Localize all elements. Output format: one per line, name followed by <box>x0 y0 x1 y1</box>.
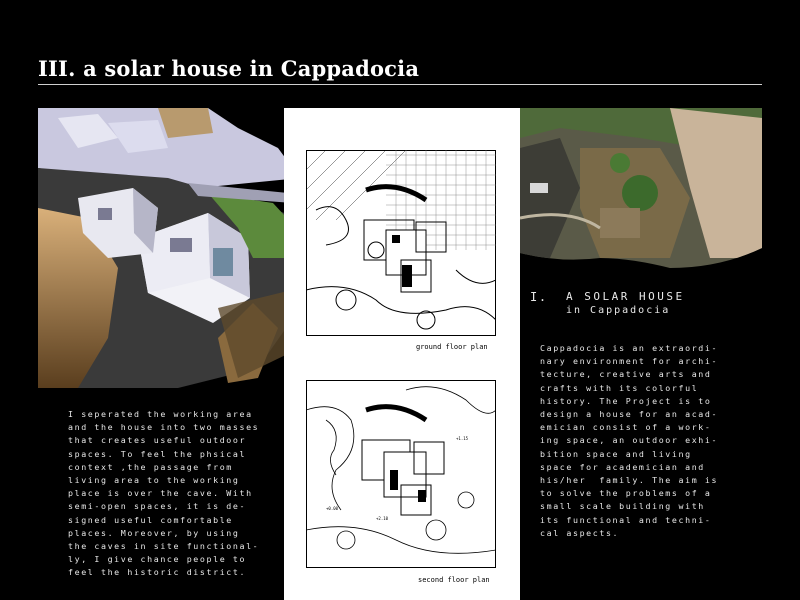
ground-floor-plan-drawing <box>306 150 496 336</box>
site-aerial-photo <box>520 108 762 278</box>
second-floor-plan-drawing <box>306 380 496 568</box>
house-render-image <box>38 108 300 388</box>
second-floor-plan-caption: second floor plan <box>418 576 490 584</box>
section-heading: A SOLAR HOUSE <box>566 290 685 303</box>
floor-plans-panel <box>284 108 520 600</box>
title-divider <box>38 84 762 85</box>
page-title: III. a solar house in Cappadocia <box>38 56 420 81</box>
section-number: I. <box>530 290 548 304</box>
svg-text:+2.10: +2.10 <box>376 516 389 521</box>
section-subheading: in Cappadocia <box>566 305 671 316</box>
svg-text:+1.15: +1.15 <box>456 436 469 441</box>
project-description: Cappadocia is an extraordi- nary environment for archi- tecture, creative arts and crafts with its colorful history. The Project is to design a house for an acad- emician consist of a work- ing space, an outdoor exhi- bition space and living space for academician and his/her family. The aim is to solve the problems of a small scale building with its functional and techni- cal aspects. <box>540 343 719 538</box>
design-concept-text: I seperated the working area and the house into two masses that creates useful outdoor spaces. To feel the phsical context ,the passage from living area to the working place is over the cave. With semi-open spaces, it is de- signed useful comfortable places. Moreover, by using the caves in site functional- ly, I give chance people to feel the historic district. <box>68 409 260 578</box>
ground-floor-plan-caption: ground floor plan <box>416 343 488 351</box>
svg-text:+0.00: +0.00 <box>326 506 339 511</box>
